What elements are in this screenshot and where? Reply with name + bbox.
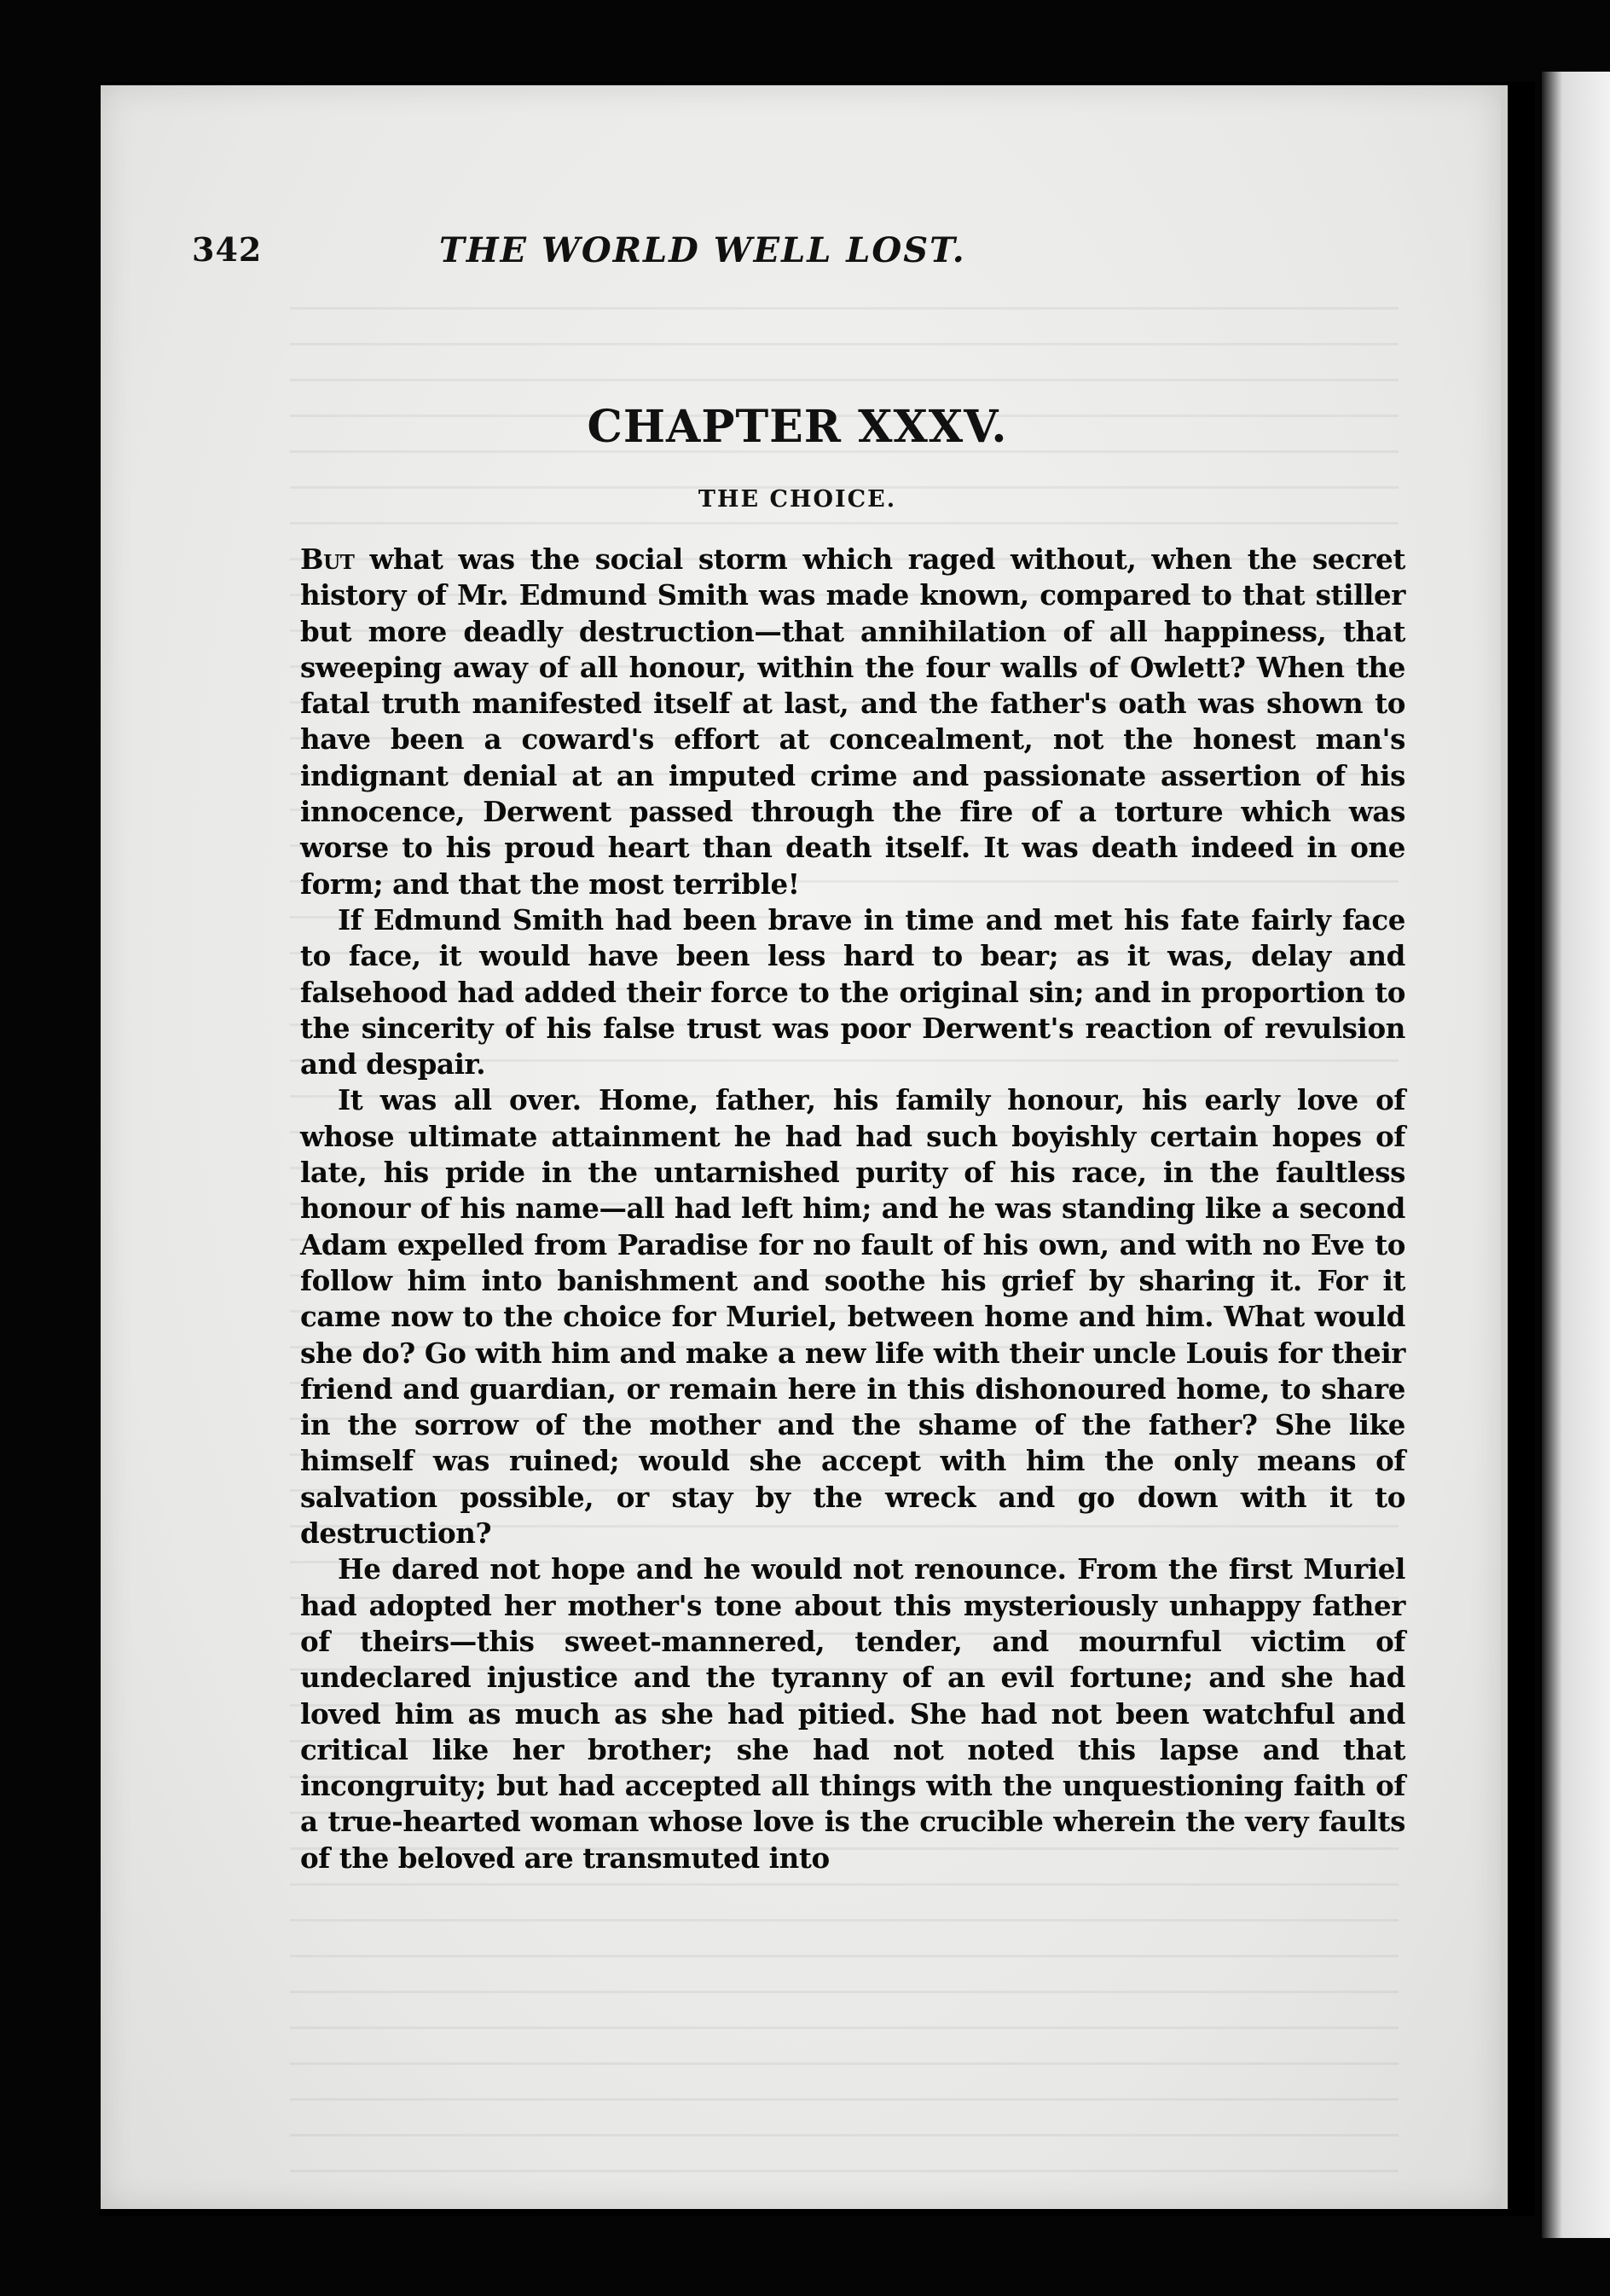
- facing-page-edge: [1542, 72, 1610, 2238]
- page-edge: [1501, 85, 1508, 2209]
- chapter-heading: CHAPTER XXXV.: [587, 401, 1008, 453]
- paragraph-3: It was all over. Home, father, his family honour, his early love of whose ultimate attainment he had had such boyishly certain hopes of late, his pride in the untarnished purity of his race, in the faultless honour of his name—all had left him; and he was standing like a second Adam expelled from Paradise for no fault of his own, and with no Eve to follow him into banishment and soothe his grief by sharing it. For it came now to the choice for Muriel, between home and him. What would she do? Go with him and make a new life with their uncle Louis for their friend and guardian, or remain here in this dishonoured home, to share in the sorrow of the mother and the shame of the father? She like himself was ruined; would she accept with him the only means of salvation possible, or stay by the wreck and go down with it to destruction?: [300, 1083, 1405, 1551]
- running-head: [192, 230, 1403, 281]
- scan-border-bottom: [0, 2216, 1610, 2296]
- scan-border-left: [0, 0, 99, 2296]
- scan-border-top: [0, 0, 1610, 82]
- chapter-subtitle: THE CHOICE.: [698, 486, 897, 513]
- paragraph-1-text: what was the social storm which raged without, when the secret history of Mr. Edmund Smith was made known, compared to that stiller but more deadly destruction—that annihilation of all happiness, that sweeping away of all honour, within the four walls of Owlett? When the fatal truth manifested itself at last, and the father's oath was shown to have been a coward's effort at concealment, not the honest man's indignant denial at an imputed crime and passionate assertion of his innocence, Derwent passed through the fire of a torture which was worse to his proud heart than death itself. It was death indeed in one form; and that the most terrible!: [300, 542, 1405, 901]
- running-title: THE WORLD WELL LOST.: [439, 230, 966, 270]
- paragraph-1-lead: But: [300, 542, 355, 576]
- paragraph-4: He dared not hope and he would not renounce. From the first Muriel had adopted her mother's tone about this mysteriously unhappy father of theirs—this sweet-mannered, tender, and mournful victim of undeclared injustice and the tyranny of an evil fortune; and she had loved him as much as she had pitied. She had not been watchful and critical like her brother; she had not noted this lapse and that incongruity; but had accepted all things with the unquestioning faith of a true-hearted woman whose love is the crucible wherein the very faults of the beloved are transmuted into: [300, 1552, 1405, 1875]
- page-number: 342: [192, 230, 263, 269]
- paragraph-1: [300, 542, 1405, 902]
- paragraph-2: If Edmund Smith had been brave in time and met his fate fairly face to face, it would have been less hard to bear; as it was, delay and falsehood had added their force to the original sin; and in proportion to the sincerity of his false trust was poor Derwent's reaction of revulsion and despair.: [300, 902, 1405, 1081]
- body-text: [300, 542, 1405, 1876]
